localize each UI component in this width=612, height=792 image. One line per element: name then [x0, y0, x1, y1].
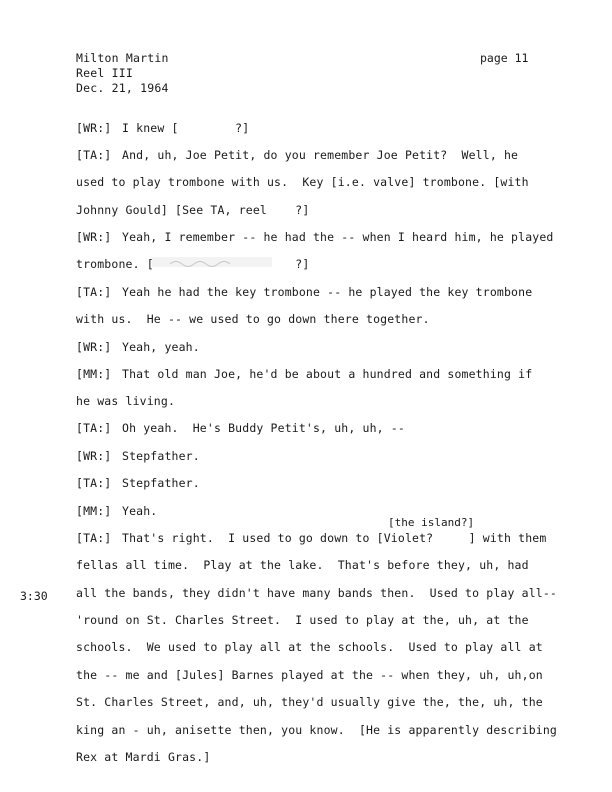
speaker-label: [WR:] [76, 449, 112, 463]
speaker-label: [TA:] [76, 531, 112, 545]
transcript-line [76, 257, 309, 271]
speaker-label: [TA:] [76, 421, 112, 435]
transcript-line [76, 175, 529, 189]
transcript-line [76, 750, 210, 764]
transcript-line [76, 668, 543, 682]
line-text: Stepfather. [122, 476, 200, 490]
speaker-label: [TA:] [76, 148, 112, 162]
reel-number: Reel III [76, 66, 133, 80]
line-text: Yeah, yeah. [122, 340, 200, 354]
transcript-line [76, 312, 430, 326]
line-text: Stepfather. [122, 449, 200, 463]
transcript-line [76, 613, 529, 627]
line-text: I knew [ ?] [122, 121, 250, 135]
line-text: the -- me and [Jules] Barnes played at the -- when they, uh, uh,on [76, 668, 543, 682]
speaker-label: [WR:] [76, 230, 112, 244]
speaker-label: [TA:] [76, 476, 112, 490]
line-text: he was living. [76, 394, 176, 408]
transcript-line [76, 421, 405, 435]
transcript-line [76, 148, 518, 162]
transcript-line [76, 640, 543, 654]
transcript-line [76, 203, 309, 217]
line-text: schools. We used to play all at the schools. Used to play all at [76, 640, 543, 654]
line-text: And, uh, Joe Petit, do you remember Joe Petit? Well, he [122, 148, 519, 162]
transcript-line [76, 449, 200, 463]
line-text: used to play trombone with us. Key [i.e. valve] trombone. [with [76, 175, 529, 189]
transcript-line [76, 586, 557, 600]
line-text: That's right. I used to go down to [Violet? ] with them [122, 531, 547, 545]
transcript-line [76, 558, 529, 572]
line-text: Johnny Gould] [See TA, reel ?] [76, 203, 310, 217]
speaker-label: [WR:] [76, 121, 112, 135]
transcript-line [76, 340, 200, 354]
margin-time-note: 3:30 [20, 589, 48, 603]
page-number: page 11 [480, 51, 529, 65]
transcript-line [76, 394, 175, 408]
line-text: Yeah. [122, 504, 158, 518]
transcript-line [76, 121, 249, 135]
interview-date: Dec. 21, 1964 [76, 81, 169, 95]
interlinear-annotation: [the island?] [388, 516, 475, 529]
line-text: Rex at Mardi Gras.] [76, 750, 211, 764]
line-text: St. Charles Street, and, uh, they'd usually give the, the, uh, the [76, 695, 543, 709]
speaker-label: [MM:] [76, 367, 112, 381]
transcript-line [76, 230, 554, 244]
line-text: king an - uh, anisette then, you know. [He is apparently describing [76, 723, 558, 737]
line-text: trombone. [ ?] [76, 257, 310, 271]
line-text: Yeah he had the key trombone -- he played the key trombone [122, 285, 533, 299]
transcript-line [76, 695, 543, 709]
transcript-line [76, 367, 532, 381]
transcript-line [76, 476, 200, 490]
transcript-line [76, 723, 557, 737]
transcript-line [76, 531, 546, 545]
line-text: 'round on St. Charles Street. I used to play at the, uh, at the [76, 613, 529, 627]
line-text: That old man Joe, he'd be about a hundred and something if [122, 367, 533, 381]
interviewee-name: Milton Martin [76, 51, 169, 65]
speaker-label: [TA:] [76, 285, 112, 299]
line-text: all the bands, they didn't have many bands then. Used to play all-- [76, 586, 558, 600]
line-text: Yeah, I remember -- he had the -- when I heard him, he played [122, 230, 554, 244]
speaker-label: [MM:] [76, 504, 112, 518]
transcript-line [76, 504, 157, 518]
line-text: with us. He -- we used to go down there together. [76, 312, 430, 326]
speaker-label: [WR:] [76, 340, 112, 354]
transcript-line [76, 285, 532, 299]
line-text: fellas all time. Play at the lake. That's before they, uh, had [76, 558, 529, 572]
line-text: Oh yeah. He's Buddy Petit's, uh, uh, -- [122, 421, 405, 435]
